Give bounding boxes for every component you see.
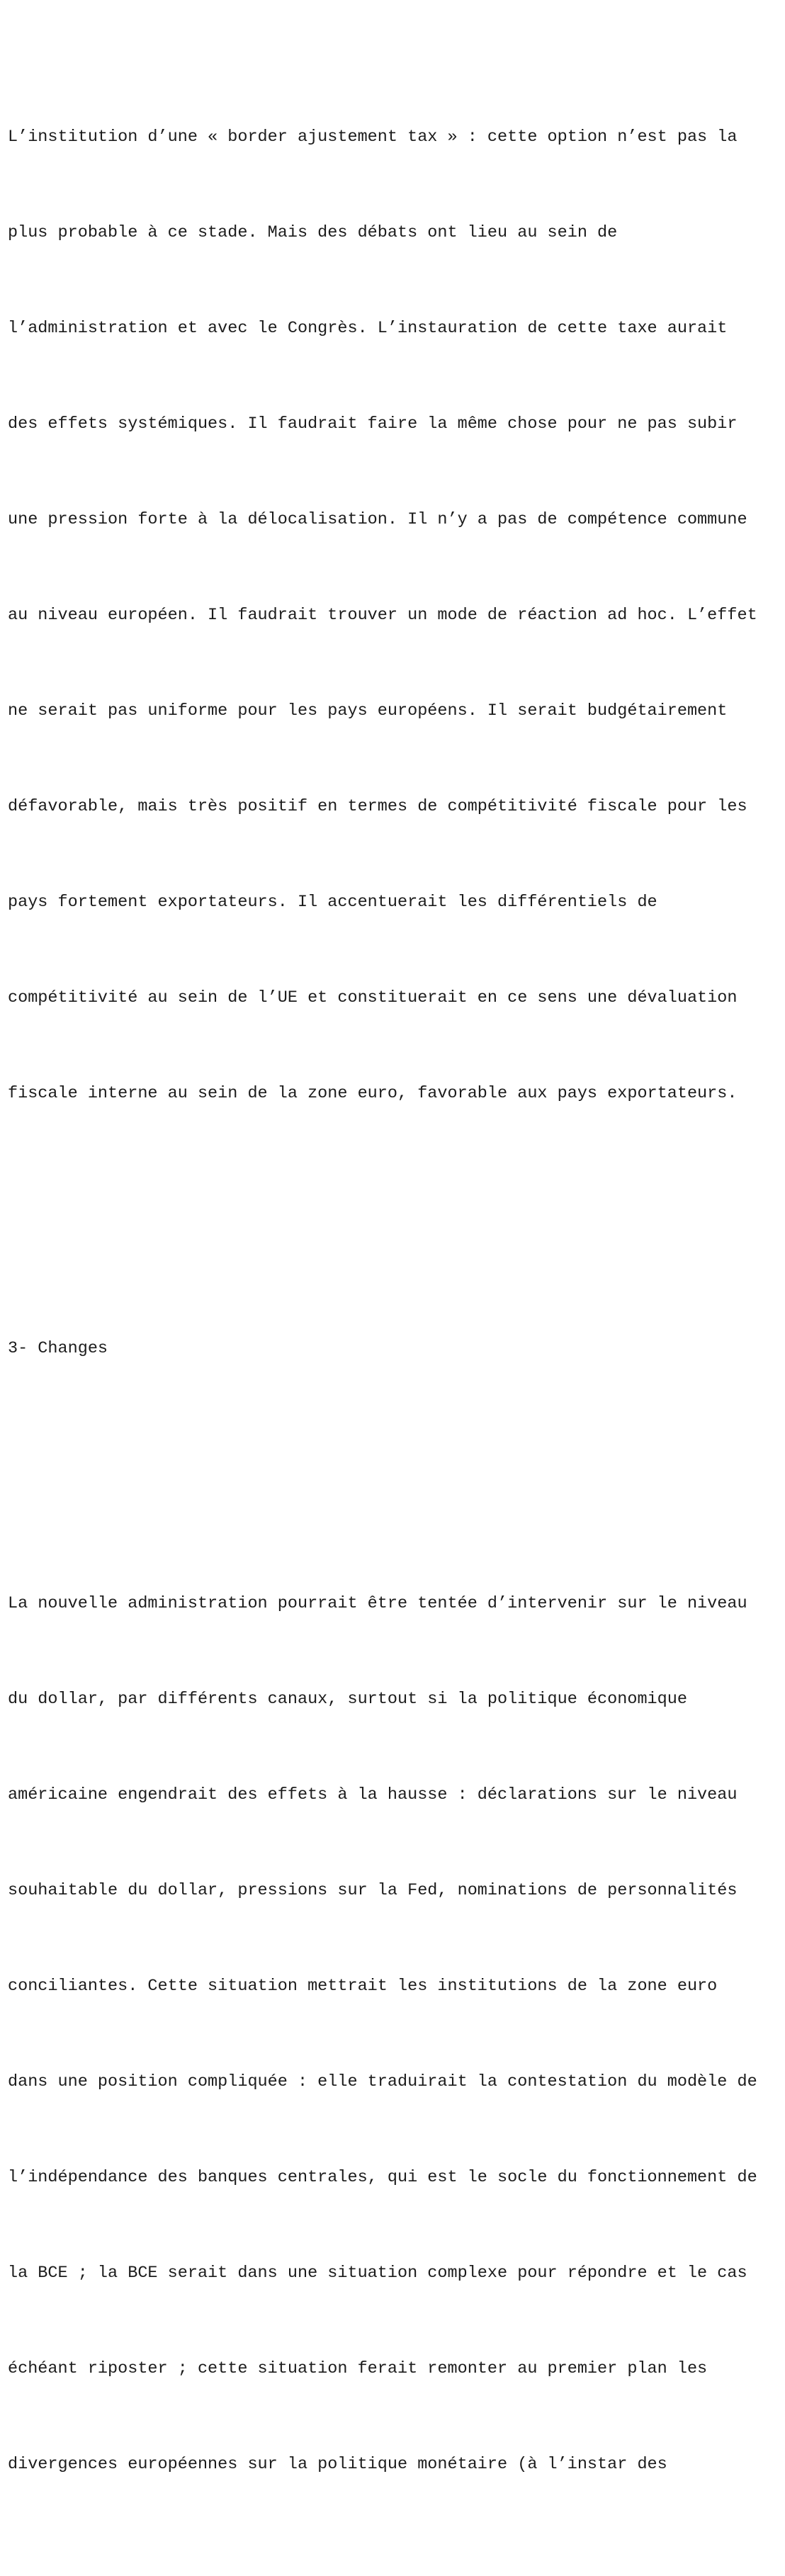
text-line: conciliantes. Cette situation mettrait les institutions de la zone euro [8,1977,718,1996]
document-body [8,0,784,2576]
text-line: fiscale interne au sein de la zone euro, favorable aux pays exportateurs. [8,1084,738,1103]
section-heading: 3- Changes [8,1339,108,1358]
text-line: la BCE ; la BCE serait dans une situation complexe pour répondre et le cas [8,2264,747,2283]
text-line: l’indépendance des banques centrales, qui est le socle du fonctionnement de [8,2168,757,2187]
paragraph-spacer [8,1428,784,1460]
paragraph-spacer [8,1237,784,1269]
text-line: La nouvelle administration pourrait être tentée d’intervenir sur le niveau [8,1594,747,1613]
text-line: dans une position compliquée : elle traduirait la contestation du modèle de [8,2072,757,2091]
paragraph-border-adjustment-tax [8,57,784,1173]
text-line: plus probable à ce stade. Mais des débats ont lieu au sein de [8,223,618,242]
text-line: échéant riposter ; cette situation ferait remonter au premier plan les [8,2359,708,2378]
text-line: L’institution d’une « border ajustement tax » : cette option n’est pas la [8,128,738,147]
text-line: ne serait pas uniforme pour les pays européens. Il serait budgétairement [8,701,728,721]
text-line: divergences européennes sur la politique monétaire (à l’instar des [8,2455,667,2474]
text-line: une pression forte à la délocalisation. Il n’y a pas de compétence commune [8,510,747,529]
paragraph-changes [8,1524,784,2544]
text-line: défavorable, mais très positif en termes de compétitivité fiscale pour les [8,797,747,816]
text-line: américaine engendrait des effets à la hausse : déclarations sur le niveau [8,1785,738,1804]
text-line: souhaitable du dollar, pressions sur la Fed, nominations de personnalités [8,1881,738,1900]
text-line: compétitivité au sein de l’UE et constituerait en ce sens une dévaluation [8,988,738,1007]
text-line: au niveau européen. Il faudrait trouver un mode de réaction ad hoc. L’effet [8,606,757,625]
text-line: du dollar, par différents canaux, surtout si la politique économique [8,1690,687,1709]
text-line: des effets systémiques. Il faudrait faire la même chose pour ne pas subir [8,414,738,434]
text-line: pays fortement exportateurs. Il accentuerait les différentiels de [8,893,657,912]
text-line: l’administration et avec le Congrès. L’instauration de cette taxe aurait [8,319,728,338]
